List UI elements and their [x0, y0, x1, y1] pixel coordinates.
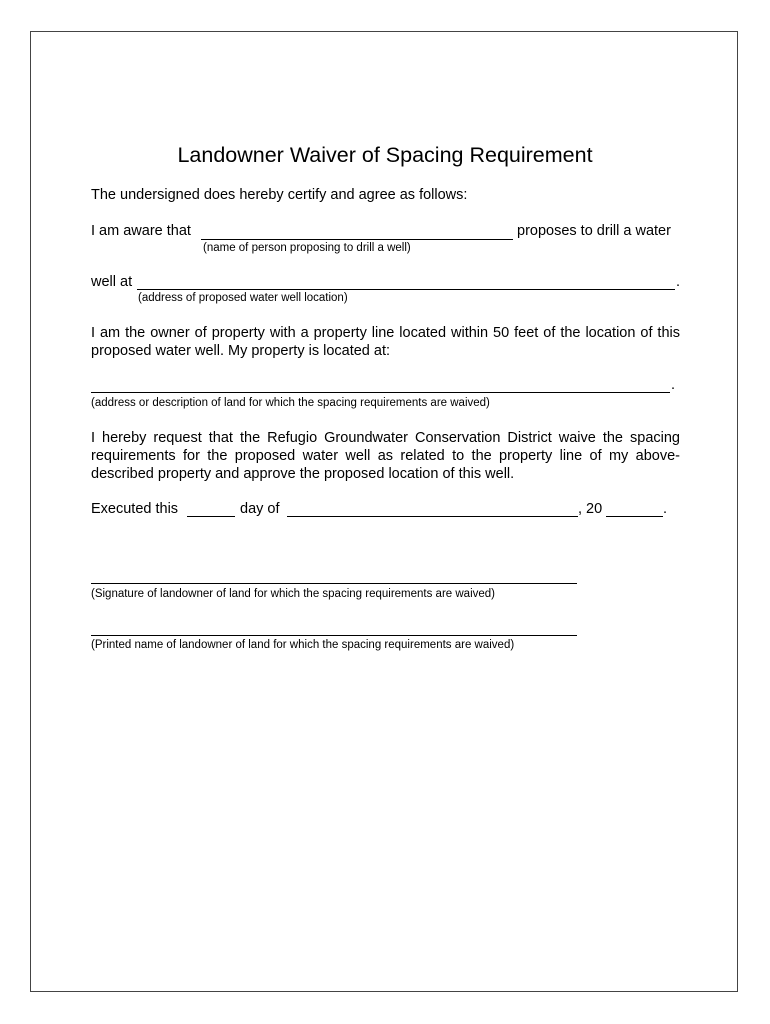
- signature-caption: (Signature of landowner of land for which the spacing requirements are waived): [91, 588, 495, 600]
- printed-name-field[interactable]: [91, 635, 577, 636]
- printed-name-caption: (Printed name of landowner of land for which the spacing requirements are waived): [91, 639, 515, 651]
- land-end: .: [671, 377, 676, 393]
- executed-day-field[interactable]: [187, 516, 235, 517]
- aware-suffix: proposes to drill a water: [517, 223, 671, 239]
- executed-day-of: day of: [240, 501, 280, 517]
- proposer-name-caption: (name of person proposing to drill a well): [203, 242, 411, 254]
- executed-prefix: Executed this: [91, 501, 179, 517]
- executed-year-field[interactable]: [606, 516, 663, 517]
- signature-field[interactable]: [91, 583, 577, 584]
- executed-month-field[interactable]: [287, 516, 578, 517]
- executed-end: .: [663, 501, 668, 517]
- proposer-name-field[interactable]: [201, 239, 513, 240]
- well-prefix: well at: [91, 274, 133, 290]
- well-location-caption: (address of proposed water well location): [138, 292, 348, 304]
- executed-year-prefix: , 20: [578, 501, 603, 517]
- owner-paragraph: I am the owner of property with a property line located within 50 feet of the location of this proposed water well. My property is located at:: [91, 325, 680, 359]
- land-description-caption: (address or description of land for which the spacing requirements are waived): [91, 397, 490, 409]
- aware-prefix: I am aware that: [91, 223, 191, 239]
- intro-text: The undersigned does hereby certify and agree as follows:: [91, 187, 468, 203]
- request-paragraph: I hereby request that the Refugio Groundwater Conservation District waive the spacing requirements for the proposed water well as related to the property line of my above-described property and approve the proposed location of this well.: [91, 430, 680, 482]
- well-end: .: [676, 274, 681, 290]
- land-description-field[interactable]: [91, 392, 670, 393]
- document-title: Landowner Waiver of Spacing Requirement: [177, 143, 593, 167]
- well-location-field[interactable]: [137, 289, 675, 290]
